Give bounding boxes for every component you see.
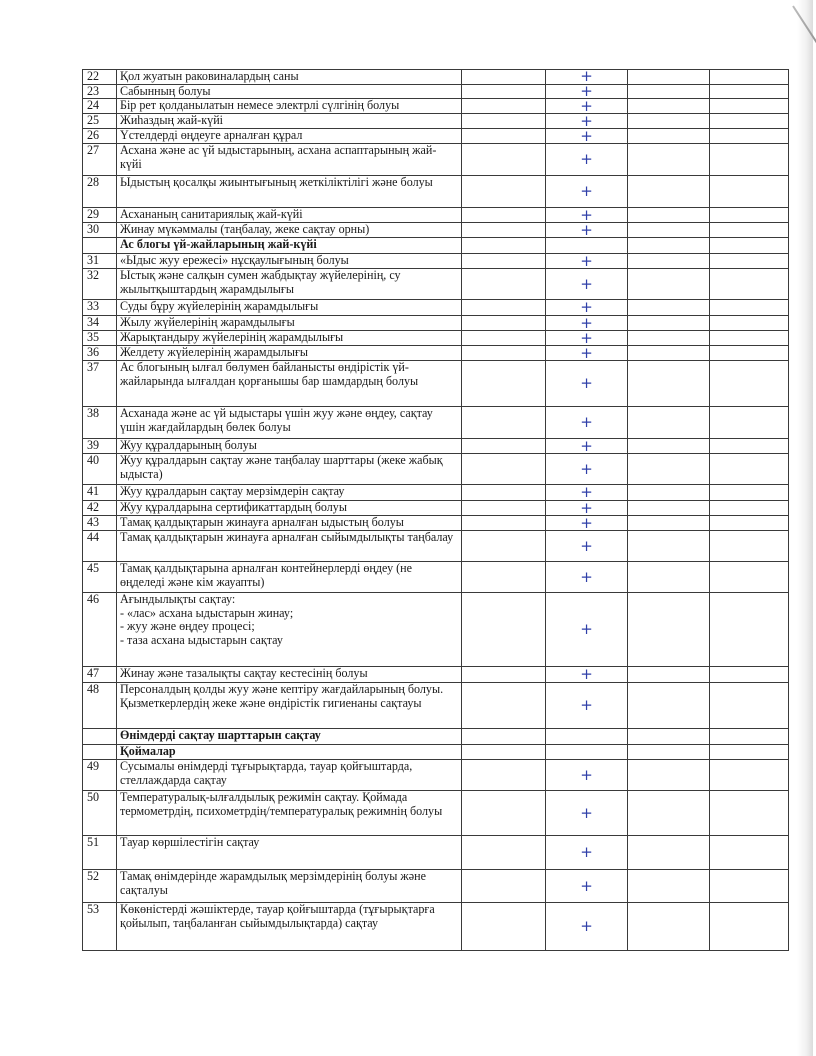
blank-cell — [628, 407, 710, 439]
blank-cell — [628, 129, 710, 144]
blank-cell — [710, 836, 789, 870]
criterion-label: Жиһаздың жай-күйі — [120, 113, 224, 127]
blank-cell — [628, 254, 710, 269]
blank-cell — [710, 316, 789, 331]
row-number: 46 — [83, 593, 117, 667]
row-number: 31 — [83, 254, 117, 269]
blank-cell — [462, 129, 546, 144]
blank-cell — [628, 144, 710, 176]
checklist-row — [83, 870, 789, 903]
criterion-text — [117, 144, 462, 176]
checklist-row — [83, 667, 789, 683]
blank-cell — [628, 238, 710, 254]
blank-cell — [710, 745, 789, 760]
blank-cell — [710, 760, 789, 791]
blank-cell — [462, 144, 546, 176]
blank-cell — [628, 176, 710, 208]
blank-cell — [628, 593, 710, 667]
blank-cell — [710, 99, 789, 114]
criterion-label: Ыстық және салқын сумен жабдықтау жүйелерінің, су жылытқыштардың жарамдылығы — [120, 268, 401, 296]
handwritten-check-mark: + — [546, 791, 628, 836]
checklist-row — [83, 144, 789, 176]
row-number: 39 — [83, 439, 117, 454]
row-number: 37 — [83, 361, 117, 407]
blank-cell — [710, 454, 789, 485]
row-number: 35 — [83, 331, 117, 346]
blank-cell — [628, 223, 710, 238]
row-number: 53 — [83, 903, 117, 951]
criterion-label: Персоналдың қолды жуу және кептіру жағдайларының болуы. Қызметкерлердің жеке және өндірістік гигиенаны сақтауы — [120, 682, 444, 710]
blank-cell — [710, 331, 789, 346]
criterion-text — [117, 129, 462, 144]
blank-cell — [462, 729, 546, 745]
blank-cell — [462, 361, 546, 407]
handwritten-check-mark: + — [546, 501, 628, 516]
blank-cell — [628, 729, 710, 745]
blank-cell — [462, 316, 546, 331]
handwritten-check-mark: + — [546, 346, 628, 361]
blank-cell — [462, 870, 546, 903]
blank-cell — [462, 238, 546, 254]
blank-cell — [462, 70, 546, 85]
criterion-label: Жуу құралдарын сақтау мерзімдерін сақтау — [120, 484, 345, 498]
criterion-text — [117, 407, 462, 439]
checklist-row — [83, 208, 789, 223]
checklist-row — [83, 593, 789, 667]
checklist-row — [83, 84, 789, 99]
criterion-label: Желдету жүйелерінің жарамдылығы — [120, 345, 309, 359]
handwritten-check-mark: + — [546, 223, 628, 238]
blank-cell — [710, 531, 789, 562]
blank-cell — [628, 331, 710, 346]
handwritten-check-mark: + — [546, 903, 628, 951]
criterion-text — [117, 208, 462, 223]
checklist-row — [83, 407, 789, 439]
blank-cell — [628, 269, 710, 300]
checklist-row — [83, 176, 789, 208]
blank-cell — [710, 903, 789, 951]
checklist-row — [83, 531, 789, 562]
blank-cell — [628, 316, 710, 331]
blank-cell — [462, 745, 546, 760]
row-number: 50 — [83, 791, 117, 836]
blank-cell — [628, 70, 710, 85]
blank-cell — [710, 269, 789, 300]
criterion-text — [117, 903, 462, 951]
row-number: 49 — [83, 760, 117, 791]
criterion-text — [117, 683, 462, 729]
criterion-label: Жарықтандыру жүйелерінің жарамдылығы — [120, 330, 344, 344]
checklist-row — [83, 331, 789, 346]
blank-cell — [628, 683, 710, 729]
criterion-label: Көкөністерді жәшіктерде, тауар қойғыштарда (тұғырықтарға қойылып, таңбаланған сыйымдылықтарда) сақтау — [120, 902, 435, 930]
section-title — [117, 729, 462, 745]
criterion-label: Жуу құралдарына сертификаттардың болуы — [120, 500, 347, 514]
handwritten-check-mark: + — [546, 144, 628, 176]
criterion-text — [117, 667, 462, 683]
criterion-text — [117, 331, 462, 346]
criterion-label: Ас блогының ылғал бөлумен байланысты өндірістік үй-жайларында ылғалдан қорғанышы бар шамдардың болуы — [120, 360, 419, 388]
checklist-row — [83, 836, 789, 870]
criterion-text — [117, 516, 462, 531]
row-number: 41 — [83, 485, 117, 501]
criterion-text — [117, 84, 462, 99]
criterion-label: Температуралық-ылғалдылық режимін сақтау. Қоймада термометрдің, психометрдің/температуралық режимнің болуы — [120, 790, 443, 818]
criterion-label: Өнімдерді сақтау шарттарын сақтау — [120, 728, 321, 742]
criterion-text — [117, 791, 462, 836]
row-number — [83, 745, 117, 760]
blank-cell — [462, 836, 546, 870]
row-number: 52 — [83, 870, 117, 903]
blank-cell — [462, 667, 546, 683]
handwritten-check-mark: + — [546, 531, 628, 562]
criterion-text — [117, 346, 462, 361]
row-number: 47 — [83, 667, 117, 683]
row-number: 24 — [83, 99, 117, 114]
blank-cell — [710, 667, 789, 683]
criterion-label: Қоймалар — [120, 744, 176, 758]
inspection-checklist-table — [82, 69, 789, 951]
handwritten-check-mark: + — [546, 562, 628, 593]
criterion-text — [117, 70, 462, 85]
blank-cell — [710, 407, 789, 439]
blank-cell — [710, 791, 789, 836]
blank-cell — [462, 114, 546, 129]
section-header-row — [83, 238, 789, 254]
checklist-row — [83, 361, 789, 407]
checklist-row — [83, 791, 789, 836]
blank-cell — [628, 516, 710, 531]
blank-cell — [628, 99, 710, 114]
blank-cell — [462, 454, 546, 485]
row-number: 34 — [83, 316, 117, 331]
blank-cell — [628, 791, 710, 836]
blank-cell — [462, 84, 546, 99]
criterion-label: Үстелдерді өңдеуге арналған құрал — [120, 128, 303, 142]
checklist-row — [83, 316, 789, 331]
handwritten-check-mark: + — [546, 361, 628, 407]
blank-cell — [710, 84, 789, 99]
blank-cell — [462, 562, 546, 593]
row-number: 25 — [83, 114, 117, 129]
handwritten-check-mark: + — [546, 269, 628, 300]
blank-cell — [628, 346, 710, 361]
blank-cell — [710, 144, 789, 176]
checklist-row — [83, 760, 789, 791]
blank-cell — [710, 870, 789, 903]
handwritten-check-mark: + — [546, 176, 628, 208]
blank-cell — [710, 300, 789, 316]
criterion-text — [117, 439, 462, 454]
blank-cell — [462, 223, 546, 238]
blank-cell — [628, 84, 710, 99]
section-header-row — [83, 729, 789, 745]
section-title — [117, 745, 462, 760]
scan-shadow-edge — [797, 0, 813, 1056]
criterion-label: Тамақ қалдықтарын жинауға арналған ыдыстың болуы — [120, 515, 404, 529]
blank-cell — [462, 208, 546, 223]
blank-cell — [462, 501, 546, 516]
blank-cell — [710, 70, 789, 85]
checklist-row — [83, 254, 789, 269]
handwritten-check-mark: + — [546, 208, 628, 223]
criterion-text — [117, 254, 462, 269]
criterion-text — [117, 300, 462, 316]
criterion-label: Сабынның болуы — [120, 84, 211, 98]
criterion-text — [117, 223, 462, 238]
blank-cell — [710, 238, 789, 254]
handwritten-check-mark: + — [546, 407, 628, 439]
criterion-label: Жуу құралдарының болуы — [120, 438, 257, 452]
blank-cell — [462, 903, 546, 951]
handwritten-check-mark: + — [546, 331, 628, 346]
blank-cell — [462, 176, 546, 208]
blank-cell — [628, 208, 710, 223]
row-number: 38 — [83, 407, 117, 439]
criterion-label: Суды бұру жүйелерінің жарамдылығы — [120, 299, 319, 313]
row-number: 29 — [83, 208, 117, 223]
blank-cell — [462, 791, 546, 836]
row-number: 42 — [83, 501, 117, 516]
row-number: 23 — [83, 84, 117, 99]
blank-cell — [462, 99, 546, 114]
blank-cell — [628, 667, 710, 683]
row-number: 51 — [83, 836, 117, 870]
blank-cell — [628, 439, 710, 454]
checklist-row — [83, 439, 789, 454]
checklist-row — [83, 485, 789, 501]
row-number: 30 — [83, 223, 117, 238]
blank-cell — [462, 760, 546, 791]
blank-cell — [628, 562, 710, 593]
row-number — [83, 238, 117, 254]
blank-cell — [710, 516, 789, 531]
blank-cell — [462, 346, 546, 361]
blank-cell — [710, 439, 789, 454]
blank-cell — [710, 729, 789, 745]
criterion-text — [117, 176, 462, 208]
criterion-label: Тамақ қалдықтарына арналған контейнерлерді өңдеу (не өңделеді және кім жауапты) — [120, 561, 413, 589]
criterion-text — [117, 316, 462, 331]
criterion-label: Сусымалы өнімдерді тұғырықтарда, тауар қойғыштарда, стеллаждарда сақтау — [120, 759, 413, 787]
checklist-row — [83, 300, 789, 316]
row-number: 43 — [83, 516, 117, 531]
blank-cell — [710, 346, 789, 361]
criterion-label: Тамақ өнімдерінде жарамдылық мерзімдерінің болуы және сақталуы — [120, 869, 426, 897]
blank-cell — [710, 361, 789, 407]
handwritten-check-mark: + — [546, 836, 628, 870]
blank-cell — [710, 254, 789, 269]
checklist-row — [83, 70, 789, 85]
criterion-label: Асханада және ас үй ыдыстары үшін жуу және өңдеу, сақтау үшін жағдайлардың бөлек болуы — [120, 406, 433, 434]
checklist-row — [83, 99, 789, 114]
blank-cell — [710, 208, 789, 223]
checklist-row — [83, 346, 789, 361]
checklist-row — [83, 501, 789, 516]
criterion-text — [117, 485, 462, 501]
checklist-row — [83, 903, 789, 951]
row-number: 22 — [83, 70, 117, 85]
blank-cell — [710, 176, 789, 208]
blank-cell — [710, 114, 789, 129]
handwritten-check-mark: + — [546, 485, 628, 501]
blank-cell — [628, 454, 710, 485]
criterion-label: Тамақ қалдықтарын жинауға арналған сыйымдылықты таңбалау — [120, 530, 454, 544]
blank-cell — [628, 361, 710, 407]
handwritten-check-mark: + — [546, 593, 628, 667]
blank-cell — [462, 331, 546, 346]
criterion-text — [117, 454, 462, 485]
handwritten-check-mark: + — [546, 70, 628, 85]
blank-cell — [462, 593, 546, 667]
blank-cell — [462, 439, 546, 454]
handwritten-check-mark: + — [546, 316, 628, 331]
criterion-text — [117, 562, 462, 593]
handwritten-check-mark: + — [546, 760, 628, 791]
blank-cell — [462, 269, 546, 300]
criterion-text — [117, 760, 462, 791]
criterion-text — [117, 501, 462, 516]
row-number: 45 — [83, 562, 117, 593]
checklist-body — [83, 70, 789, 951]
blank-cell — [628, 114, 710, 129]
row-number: 44 — [83, 531, 117, 562]
blank-cell — [628, 745, 710, 760]
criterion-label: Жинау және тазалықты сақтау кестесінің болуы — [120, 666, 368, 680]
blank-cell — [710, 223, 789, 238]
criterion-label: Тауар көршілестігін сақтау — [120, 835, 260, 849]
criterion-text — [117, 361, 462, 407]
blank-cell — [710, 562, 789, 593]
row-number — [83, 729, 117, 745]
blank-cell — [710, 129, 789, 144]
criterion-label: Жуу құралдарын сақтау және таңбалау шарттары (жеке жабық ыдыста) — [120, 453, 443, 481]
section-header-row — [83, 745, 789, 760]
criterion-label: Жинау мүкәммалы (таңбалау, жеке сақтау орны) — [120, 222, 370, 236]
blank-cell — [462, 683, 546, 729]
checklist-row — [83, 114, 789, 129]
blank-cell — [628, 760, 710, 791]
blank-cell — [628, 870, 710, 903]
criterion-text — [117, 114, 462, 129]
criterion-label: Бір рет қолданылатын немесе электрлі сүлгінің болуы — [120, 98, 400, 112]
blank-cell — [628, 531, 710, 562]
blank-cell — [710, 501, 789, 516]
section-title — [117, 238, 462, 254]
criterion-label: Ағындылықты сақтау: - «лас» асхана ыдыстарын жинау; - жуу және өңдеу процесі; - таза асхана ыдыстарын сақтау — [120, 592, 294, 647]
handwritten-check-mark — [546, 729, 628, 745]
checklist-row — [83, 683, 789, 729]
blank-cell — [710, 485, 789, 501]
handwritten-check-mark: + — [546, 300, 628, 316]
handwritten-check-mark: + — [546, 667, 628, 683]
checklist-row — [83, 129, 789, 144]
handwritten-check-mark: + — [546, 99, 628, 114]
criterion-text — [117, 531, 462, 562]
criterion-text — [117, 269, 462, 300]
handwritten-check-mark: + — [546, 683, 628, 729]
blank-cell — [628, 300, 710, 316]
blank-cell — [628, 485, 710, 501]
blank-cell — [628, 836, 710, 870]
row-number: 32 — [83, 269, 117, 300]
blank-cell — [628, 903, 710, 951]
blank-cell — [462, 531, 546, 562]
criterion-label: Асхананың санитариялық жай-күйі — [120, 207, 303, 221]
handwritten-check-mark: + — [546, 870, 628, 903]
row-number: 26 — [83, 129, 117, 144]
handwritten-check-mark: + — [546, 129, 628, 144]
handwritten-check-mark: + — [546, 454, 628, 485]
criterion-text — [117, 593, 462, 667]
criterion-label: Қол жуатын раковиналардың саны — [120, 69, 299, 83]
blank-cell — [462, 516, 546, 531]
row-number: 48 — [83, 683, 117, 729]
criterion-label: Асхана және ас үй ыдыстарының, асхана аспаптарының жай-күйі — [120, 143, 437, 171]
criterion-label: Ас блогы үй-жайларының жай-күйі — [120, 237, 317, 251]
handwritten-check-mark — [546, 745, 628, 760]
row-number: 27 — [83, 144, 117, 176]
criterion-text — [117, 870, 462, 903]
handwritten-check-mark: + — [546, 516, 628, 531]
row-number: 36 — [83, 346, 117, 361]
blank-cell — [710, 683, 789, 729]
checklist-row — [83, 562, 789, 593]
handwritten-check-mark: + — [546, 84, 628, 99]
checklist-row — [83, 454, 789, 485]
criterion-label: Ыдыстың қосалқы жиынтығының жеткіліктілігі және болуы — [120, 175, 433, 189]
criterion-text — [117, 836, 462, 870]
blank-cell — [462, 254, 546, 269]
blank-cell — [710, 593, 789, 667]
row-number: 33 — [83, 300, 117, 316]
criterion-text — [117, 99, 462, 114]
blank-cell — [462, 300, 546, 316]
handwritten-check-mark — [546, 238, 628, 254]
criterion-label: Жылу жүйелерінің жарамдылығы — [120, 315, 295, 329]
handwritten-check-mark: + — [546, 254, 628, 269]
checklist-row — [83, 269, 789, 300]
row-number: 28 — [83, 176, 117, 208]
criterion-label: «Ыдыс жуу ережесі» нұсқаулығының болуы — [120, 253, 349, 267]
row-number: 40 — [83, 454, 117, 485]
checklist-row — [83, 223, 789, 238]
checklist-row — [83, 516, 789, 531]
blank-cell — [462, 407, 546, 439]
blank-cell — [462, 485, 546, 501]
handwritten-check-mark: + — [546, 439, 628, 454]
handwritten-check-mark: + — [546, 114, 628, 129]
blank-cell — [628, 501, 710, 516]
